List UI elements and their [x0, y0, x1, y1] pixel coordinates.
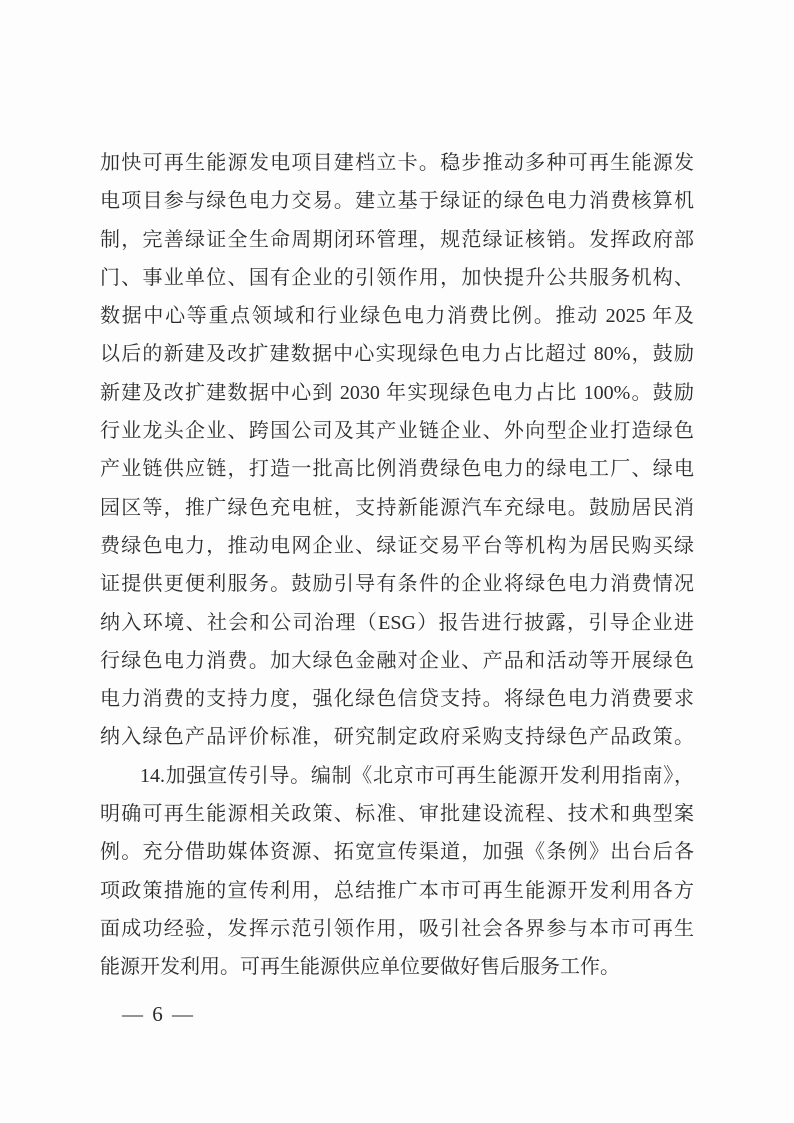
text-line: 明确可再生能源相关政策、标准、审批建设流程、技术和典型案 — [100, 803, 694, 826]
text-line: 门、事业单位、国有企业的引领作用，加快提升公共服务机构、 — [100, 266, 694, 289]
text-line: 证提供更便利服务。鼓励引导有条件的企业将绿色电力消费情况 — [100, 573, 694, 596]
text-line: 费绿色电力，推动电网企业、绿证交易平台等机构为居民购买绿 — [100, 534, 694, 557]
text-line-paragraph-start: 14.加强宣传引导。编制《北京市可再生能源开发利用指南》， — [140, 764, 694, 787]
text-line: 电项目参与绿色电力交易。建立基于绿证的绿色电力消费核算机 — [100, 190, 694, 213]
text-line: 能源开发利用。可再生能源供应单位要做好售后服务工作。 — [100, 956, 620, 979]
text-line: 产业链供应链，打造一批高比例消费绿色电力的绿电工厂、绿电 — [100, 458, 694, 481]
text-line: 园区等，推广绿色充电桩，支持新能源汽车充绿电。鼓励居民消 — [100, 496, 694, 519]
text-line: 纳入环境、社会和公司治理（ESG）报告进行披露，引导企业进 — [100, 611, 694, 634]
body-text — [100, 144, 694, 987]
page-number: — 6 — — [122, 1002, 195, 1026]
text-line: 面成功经验，发挥示范引领作用，吸引社会各界参与本市可再生 — [100, 917, 694, 940]
text-line: 行业龙头企业、跨国公司及其产业链企业、外向型企业打造绿色 — [100, 420, 694, 443]
text-line: 加快可再生能源发电项目建档立卡。稳步推动多种可再生能源发 — [100, 152, 694, 174]
text-line: 纳入绿色产品评价标准，研究制定政府采购支持绿色产品政策。 — [100, 726, 694, 749]
text-line: 电力消费的支持力度，强化绿色信贷支持。将绿色电力消费要求 — [100, 688, 694, 711]
text-line: 新建及改扩建数据中心到 2030 年实现绿色电力占比 100%。鼓励 — [100, 381, 694, 404]
text-line: 以后的新建及改扩建数据中心实现绿色电力占比超过 80%，鼓励 — [100, 343, 694, 366]
text-line: 例。充分借助媒体资源、拓宽宣传渠道，加强《条例》出台后各 — [100, 841, 694, 864]
text-line: 数据中心等重点领域和行业绿色电力消费比例。推动 2025 年及 — [100, 305, 694, 328]
text-line: 制，完善绿证全生命周期闭环管理，规范绿证核销。发挥政府部 — [100, 228, 694, 251]
text-line: 行绿色电力消费。加大绿色金融对企业、产品和活动等开展绿色 — [100, 649, 694, 672]
text-line: 项政策措施的宣传利用，总结推广本市可再生能源开发利用各方 — [100, 879, 694, 902]
